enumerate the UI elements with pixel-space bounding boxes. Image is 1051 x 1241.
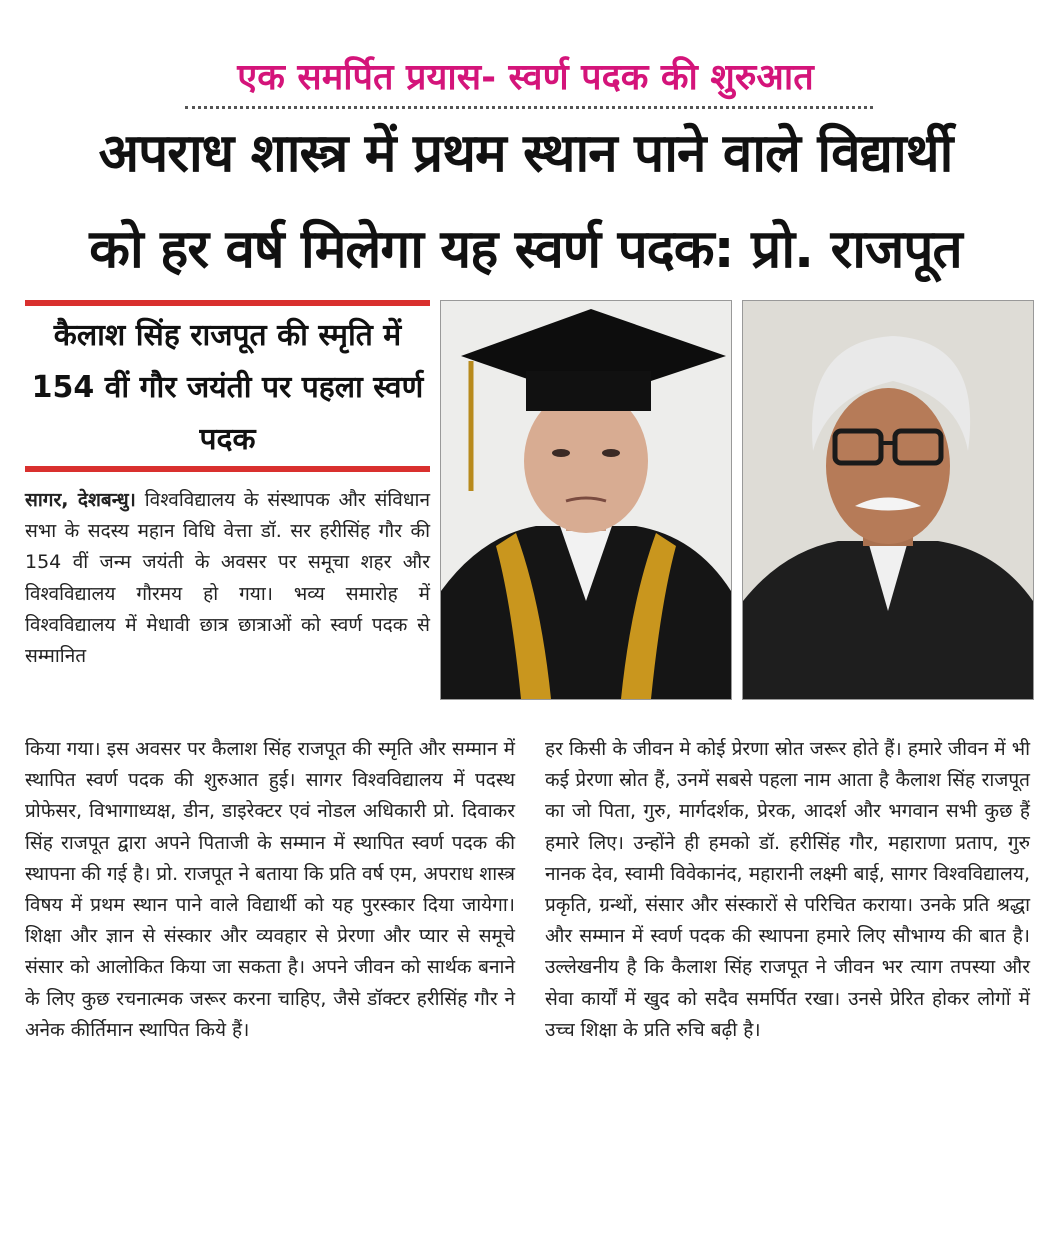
- article-text-1: विश्वविद्यालय के संस्थापक और संविधान सभा के सदस्य महान विधि वेत्ता डॉ. सर हरीसिंह गौर की 154 वीं जन्म जयंती के अवसर पर समूचा शहर और विश्वविद्यालय गौरमय हो गया। भव्य समारोह में विश्वविद्यालय में मेधावी छात्र छात्राओं को स्वर्ण पदक से सम्मानित: [25, 489, 431, 668]
- dateline: सागर, देशबन्धु।: [25, 489, 136, 511]
- subheadline-bottom-rule: [25, 466, 430, 472]
- headline-line-2: को हर वर्ष मिलेगा यह स्वर्ण पदक: प्रो. राजपूत: [89, 219, 962, 280]
- headline-line-1: अपराध शास्त्र में प्रथम स्थान पाने वाले विद्यार्थी: [98, 123, 953, 184]
- article-column-2: हर किसी के जीवन मे कोई प्रेरणा स्रोत जरूर होते हैं। हमारे जीवन में भी कई प्रेरणा स्रोत हैं, उनमें सबसे पहला नाम आता है कैलाश सिंह राजपूत का जो पिता, गुरु, मार्गदर्शक, प्रेरक, आदर्श और भगवान सभी कुछ हैं हमारे लिए। उन्होंने ही हमको डॉ. हरीसिंह गौर, महाराणा प्रताप, गुरु नानक देव, स्वामी विवेकानंद, महारानी लक्ष्मी बाई, सागर विश्वविद्यालय, प्रकृति, ग्रन्थों, संसार और संस्कारों से परिचित कराया। उनके प्रति श्रद्धा और सम्मान में स्वर्ण पदक की स्थापना हमारे लिए सौभाग्य की बात है। उल्लेखनीय है कि कैलाश सिंह राजपूत ने जीवन भर त्याग तपस्या और सेवा कार्यों में खुद को सदैव समर्पित रखा। उनसे प्रेरित होकर लोगों में उच्च शिक्षा के प्रति रुचि बढ़ी है।: [545, 738, 1030, 1041]
- photo-founder-academic-gown: [440, 300, 732, 700]
- article-column-1-bottom: किया गया। इस अवसर पर कैलाश सिंह राजपूत की स्मृति और सम्मान में स्थापित स्वर्ण पदक की शुरुआत हुई। सागर विश्वविद्यालय में पदस्थ प्रोफेसर, विभागाध्यक्ष, डीन, डाइरेक्टर एवं नोडल अधिकारी प्रो. दिवाकर सिंह राजपूत द्वारा अपने पिताजी के सम्मान में स्थापित स्वर्ण पदक की स्थापना की गई है। प्रो. राजपूत ने बताया कि प्रति वर्ष एम, अपराध शास्त्र विषय में प्रथम स्थान पाने वाले विद्यार्थी को यह पुरस्कार दिया जायेगा। शिक्षा और ज्ञान से संस्कार और व्यवहार से प्रेरणा और प्यार से समूचे संसार को आलोकित किया जा सकता है। अपने जीवन को सार्थक बनाने के लिए कुछ रचनात्मक जरूर करना चाहिए, जैसे डॉक्टर हरीसिंह गौर ने अनेक कीर्तिमान स्थापित किये हैं।: [25, 738, 515, 1041]
- article-column-1-top: [25, 485, 430, 672]
- photo-kailash-singh-rajput: [742, 300, 1034, 700]
- kicker-heading: एक समर्पित प्रयास- स्वर्ण पदक की शुरुआत: [237, 57, 814, 98]
- kicker-dotted-rule: [185, 106, 873, 109]
- subheadline: कैलाश सिंह राजपूत की स्मृति में 154 वीं गौर जयंती पर पहला स्वर्ण पदक: [31, 318, 424, 457]
- subheadline-top-rule: [25, 300, 430, 306]
